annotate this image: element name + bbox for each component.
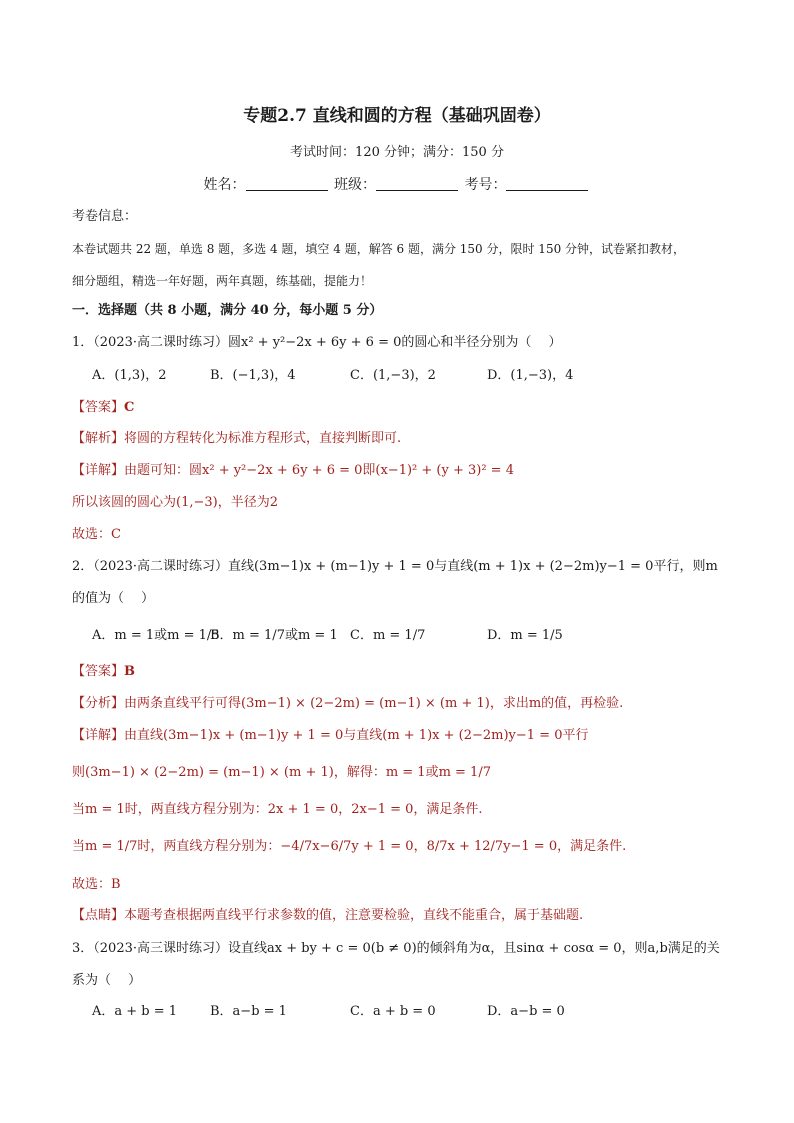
q3-option-a: A．a + b = 1 <box>92 1004 178 1019</box>
info-heading: 考卷信息： <box>72 209 138 224</box>
q1-answer-tag: 【答案】 <box>72 400 125 415</box>
q1-analysis <box>72 430 401 448</box>
q1-option-b: B．(−1,3)，4 <box>210 368 296 383</box>
q2-option-b: B．m = 1/7或m = 1 <box>210 628 338 643</box>
q2-comment <box>72 907 583 925</box>
q2-answer-value: B <box>124 664 136 679</box>
exam-time: 考试时间：120 分钟；满分：150 分 <box>290 145 504 160</box>
section-heading: 一．选择题（共 8 小题，满分 40 分，每小题 5 分） <box>72 303 383 318</box>
name-label: 姓名： <box>203 177 246 193</box>
q1-detail-tag: 【详解】 <box>72 463 125 478</box>
q1-answer-value: C <box>124 400 135 415</box>
q3-stem-1: 3．（2023·高三课时练习）设直线ax + by + c = 0(b ≠ 0)的倾斜角为α，且sinα + cosα = 0，则a,b满足的关 <box>72 941 720 956</box>
q2-analysis-text: 由两条直线平行可得(3m−1) × (2−2m) = (m−1) × (m + 1)，求出m的值，再检验. <box>124 696 624 711</box>
q1-option-d: D．(1,−3)，4 <box>487 368 574 383</box>
q1-detail-text: 由题可知：圆x² + y²−2x + 6y + 6 = 0即(x−1)² + (y + 3)² = 4 <box>124 463 514 478</box>
id-blank <box>506 178 588 191</box>
q2-analysis <box>72 695 623 713</box>
page-title: 专题2.7 直线和圆的方程（基础巩固卷） <box>243 106 551 126</box>
q1-detail <box>72 462 514 480</box>
student-info-row <box>0 176 794 194</box>
q2-answer-tag: 【答案】 <box>72 664 125 679</box>
q2-detail-tag: 【详解】 <box>72 728 125 743</box>
q3-option-d: D．a−b = 0 <box>487 1004 565 1019</box>
q2-detail-3: 当m = 1时，两直线方程分别为：2x + 1 = 0，2x−1 = 0，满足条件. <box>72 802 483 817</box>
q2-option-d: D．m = 1/5 <box>487 628 563 643</box>
q1-detail-2: 所以该圆的圆心为(1,−3)，半径为2 <box>72 495 278 510</box>
q1-analysis-text: 将圆的方程转化为标准方程形式，直接判断即可. <box>124 431 402 446</box>
q2-option-a: A．m = 1或m = 1/5 <box>92 628 220 643</box>
q1-analysis-tag: 【解析】 <box>72 431 125 446</box>
q2-detail-1 <box>72 727 588 745</box>
q3-stem-2: 系为（ ） <box>72 973 142 988</box>
class-label: 班级： <box>334 177 376 193</box>
q1-option-c: C．(1,−3)，2 <box>350 368 436 383</box>
q3-option-c: C．a + b = 0 <box>350 1004 436 1019</box>
class-blank <box>376 178 458 191</box>
q2-comment-text: 本题考查根据两直线平行求参数的值，注意要检验，直线不能重合，属于基础题. <box>124 908 584 923</box>
q2-choose: 故选：B <box>72 877 121 892</box>
q2-detail-text: 由直线(3m−1)x + (m−1)y + 1 = 0与直线(m + 1)x + (2−2m)y−1 = 0平行 <box>124 728 589 743</box>
q2-analysis-tag: 【分析】 <box>72 696 125 711</box>
q1-choose: 故选：C <box>72 527 121 542</box>
q1-answer <box>72 399 134 417</box>
q1-stem: 1．（2023·高二课时练习）圆x² + y²−2x + 6y + 6 = 0的圆心和半径分别为（ ） <box>72 335 562 350</box>
q2-stem-1: 2．（2023·高二课时练习）直线(3m−1)x + (m−1)y + 1 = 0与直线(m + 1)x + (2−2m)y−1 = 0平行，则m <box>72 559 718 574</box>
name-blank <box>246 178 328 191</box>
q2-stem-2: 的值为（ ） <box>72 591 155 606</box>
q1-option-a: A．(1,3)，2 <box>92 368 167 383</box>
q3-option-b: B．a−b = 1 <box>210 1004 287 1019</box>
id-label: 考号： <box>464 177 507 193</box>
q2-option-c: C．m = 1/7 <box>350 628 426 643</box>
info-line-2: 细分题组，精选一年好题，两年真题，练基础，提能力！ <box>72 274 373 288</box>
q2-comment-tag: 【点睛】 <box>72 908 125 923</box>
q2-answer <box>72 663 135 681</box>
q2-detail-2: 则(3m−1) × (2−2m) = (m−1) × (m + 1)，解得：m = 1或m = 1/7 <box>72 765 491 780</box>
q2-detail-4: 当m = 1/7时，两直线方程分别为：−4/7x−6/7y + 1 = 0，8/7x + 12/7y−1 = 0，满足条件. <box>72 839 627 854</box>
info-line-1: 本卷试题共 22 题，单选 8 题，多选 4 题，填空 4 题，解答 6 题，满分 150 分，限时 150 分钟，试卷紧扣教材， <box>72 242 686 256</box>
